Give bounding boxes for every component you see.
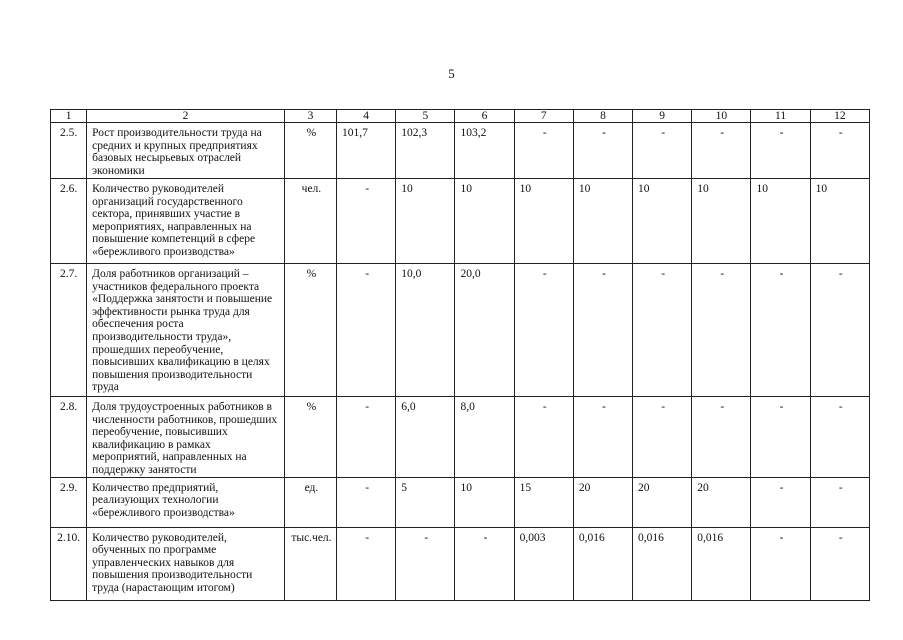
value-cell: 102,3 [396,123,455,179]
value-cell: - [810,123,869,179]
value-cell: 10 [751,179,810,264]
value-cell: - [692,397,751,478]
value-cell: - [573,397,632,478]
value-cell: - [810,527,869,600]
unit-cell: % [284,397,336,478]
unit-cell: % [284,123,336,179]
indicators-table [50,109,870,601]
value-cell: 10 [514,179,573,264]
value-cell: 10 [633,179,692,264]
row-number: 2.9. [51,477,87,527]
table-row [51,527,870,600]
value-cell: - [751,477,810,527]
value-cell: 5 [396,477,455,527]
value-cell: - [337,477,396,527]
unit-cell: % [284,264,336,397]
table-row [51,179,870,264]
value-cell: 0,016 [692,527,751,600]
table-row [51,397,870,478]
header-cell: 6 [455,110,514,123]
value-cell: - [692,264,751,397]
value-cell: - [337,179,396,264]
value-cell: 10 [396,179,455,264]
header-cell: 9 [633,110,692,123]
header-cell: 8 [573,110,632,123]
value-cell: - [337,397,396,478]
value-cell: - [633,123,692,179]
value-cell: 101,7 [337,123,396,179]
table-row [51,264,870,397]
value-cell: - [810,264,869,397]
value-cell: - [692,123,751,179]
value-cell: 8,0 [455,397,514,478]
header-cell: 11 [751,110,810,123]
value-cell: - [514,397,573,478]
value-cell: 15 [514,477,573,527]
value-cell: 0,016 [633,527,692,600]
unit-cell: тыс.чел. [284,527,336,600]
value-cell: 10 [455,179,514,264]
header-cell: 4 [337,110,396,123]
indicator-name: Доля трудоустроенных работников в численности работников, прошедших переобучение, повысивших квалификацию в рамках мероприятий, направленных на поддержку занятости [87,397,285,478]
header-cell: 1 [51,110,87,123]
indicator-name: Количество руководителей, обученных по программе управленческих навыков для повышения производительности труда (нарастающим итогом) [87,527,285,600]
table-row [51,123,870,179]
value-cell: 10 [455,477,514,527]
value-cell: - [633,397,692,478]
value-cell: 0,003 [514,527,573,600]
value-cell: 10 [692,179,751,264]
indicator-name: Количество предприятий, реализующих технологии «бережливого производства» [87,477,285,527]
value-cell: 10 [573,179,632,264]
value-cell: - [514,264,573,397]
header-cell: 12 [810,110,869,123]
value-cell: - [573,123,632,179]
row-number: 2.6. [51,179,87,264]
value-cell: 20 [692,477,751,527]
value-cell: - [514,123,573,179]
unit-cell: ед. [284,477,336,527]
value-cell: 20 [633,477,692,527]
value-cell: - [751,264,810,397]
value-cell: - [810,397,869,478]
value-cell: 20,0 [455,264,514,397]
header-cell: 7 [514,110,573,123]
header-cell: 3 [284,110,336,123]
page-number: 5 [448,66,455,81]
value-cell: 103,2 [455,123,514,179]
value-cell: - [573,264,632,397]
value-cell: 6,0 [396,397,455,478]
table-row [51,477,870,527]
value-cell: 10 [810,179,869,264]
value-cell: - [633,264,692,397]
indicator-name: Количество руководителей организаций государственного сектора, принявших участие в мероприятиях, направленных на повышение компетенций в сфере «бережливого производства» [87,179,285,264]
row-number: 2.8. [51,397,87,478]
value-cell: - [751,123,810,179]
unit-cell: чел. [284,179,336,264]
row-number: 2.5. [51,123,87,179]
value-cell: 0,016 [573,527,632,600]
value-cell: - [751,397,810,478]
value-cell: - [455,527,514,600]
value-cell: - [337,264,396,397]
row-number: 2.7. [51,264,87,397]
value-cell: - [810,477,869,527]
header-cell: 5 [396,110,455,123]
value-cell: 20 [573,477,632,527]
header-cell: 10 [692,110,751,123]
value-cell: - [751,527,810,600]
indicator-name: Доля работников организаций – участников федерального проекта «Поддержка занятости и повышение эффективности рынка труда для обеспечения роста производительности труда», прошедших переобучение, повысивших квалификацию в целях повышения производительности труда [87,264,285,397]
value-cell: 10,0 [396,264,455,397]
value-cell: - [396,527,455,600]
value-cell: - [337,527,396,600]
table-header-row [51,110,870,123]
indicator-name: Рост производительности труда на средних и крупных предприятиях базовых несырьевых отраслей экономики [87,123,285,179]
header-cell: 2 [87,110,285,123]
row-number: 2.10. [51,527,87,600]
